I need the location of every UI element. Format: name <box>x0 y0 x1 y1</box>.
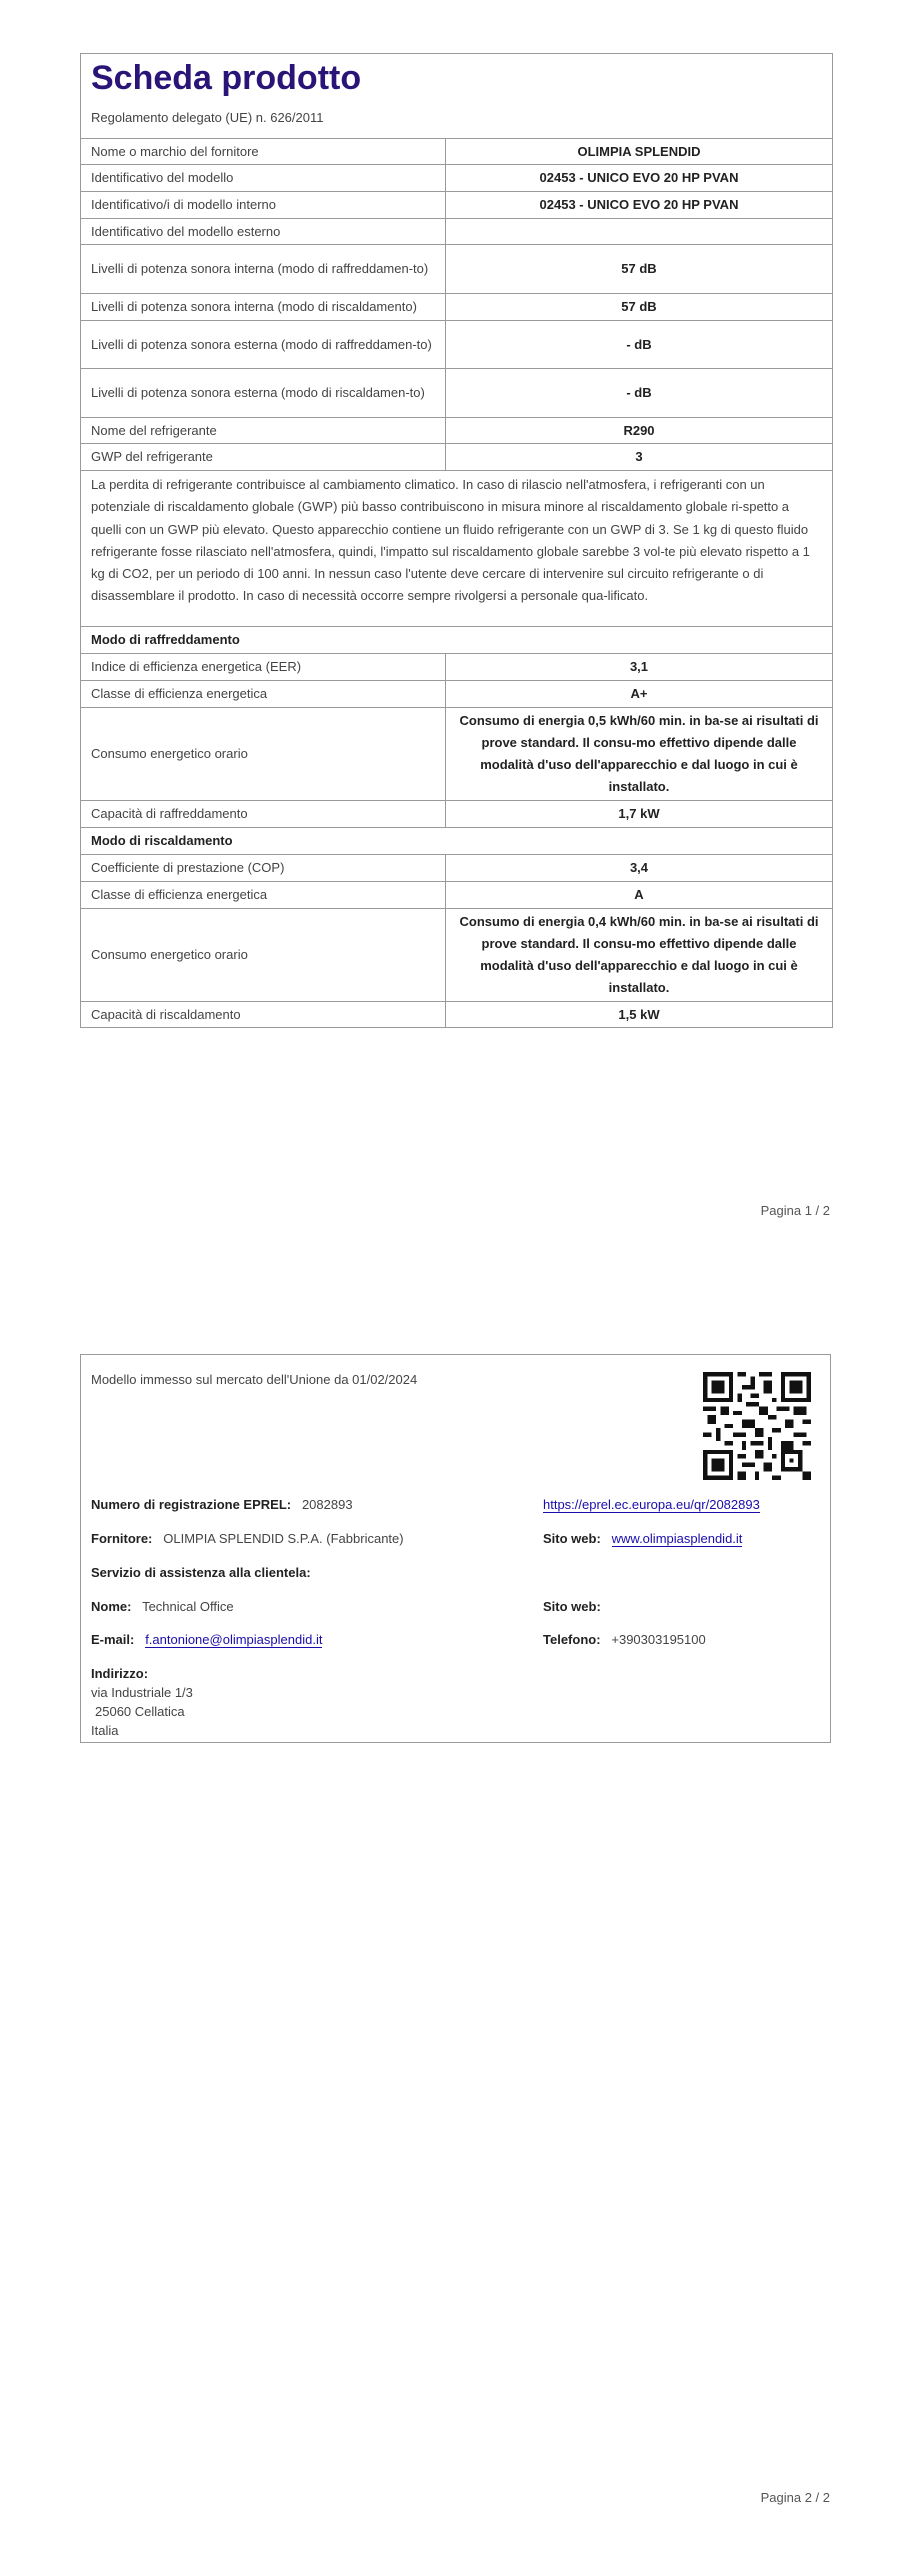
service-website-label: Sito web: <box>543 1599 601 1614</box>
qr-code-icon[interactable] <box>703 1372 811 1480</box>
service-email <box>91 1632 322 1647</box>
supplier-value: OLIMPIA SPLENDID S.P.A. (Fabbricante) <box>163 1531 404 1546</box>
table-row <box>81 192 832 219</box>
row-value: 02453 - UNICO EVO 20 HP PVAN <box>539 170 739 185</box>
table-row <box>81 444 832 471</box>
phone-label: Telefono: <box>543 1632 601 1647</box>
table-row <box>81 801 832 828</box>
row-value: OLIMPIA SPLENDID <box>577 143 701 159</box>
product-sheet-table <box>80 53 833 1028</box>
website-link[interactable]: www.olimpiasplendid.it <box>611 1531 743 1546</box>
row-label: Consumo energetico orario <box>81 909 446 1001</box>
row-label: Capacità di riscaldamento <box>81 1002 446 1027</box>
row-label: Livelli di potenza sonora esterna (modo di raffreddamen-to) <box>81 321 446 368</box>
table-row <box>81 1002 832 1028</box>
address-line: Italia <box>91 1723 119 1738</box>
market-date-text: Modello immesso sul mercato dell'Unione da 01/02/2024 <box>91 1372 418 1387</box>
email-label: E-mail: <box>91 1632 135 1647</box>
row-value: 1,7 kW <box>618 806 660 821</box>
eprel-value: 2082893 <box>301 1497 353 1512</box>
row-label: Coefficiente di prestazione (COP) <box>81 855 446 881</box>
row-value: 3,1 <box>629 659 649 674</box>
address-line: 25060 Cellatica <box>95 1704 185 1719</box>
service-name <box>91 1599 234 1614</box>
refrigerant-note: La perdita di refrigerante contribuisce al cambiamento climatico. In caso di rilascio nell'atmosfera, i refrigeranti con un potenziale di riscaldamento globale (GWP) più basso contribuiscono in misura minore al riscaldamento globale ri-spetto a quelli con un GWP più elevato. Questo apparecchio contiene un fluido refrigerante con un GWP di 3. Se 1 kg di questo fluido refrigerante fosse rilasciato nell'atmosfera, quindi, l'impatto sul riscaldamento globale sarebbe 3 vol-te più elevato rispetto a 1 kg di CO2, per un periodo di 100 anni. In nessun caso l'utente deve cercare di intervenire sul circuito refrigerante o di disassemblare il prodotto. In caso di necessità occorre sempre rivolgersi a personale qua-lificato. <box>81 471 832 627</box>
row-value: - dB <box>626 385 652 400</box>
service-phone <box>543 1632 706 1647</box>
name-value: Technical Office <box>142 1599 234 1614</box>
name-label: Nome: <box>91 1599 132 1614</box>
row-value: 3,4 <box>629 860 649 875</box>
row-label: Livelli di potenza sonora interna (modo di riscaldamento) <box>81 294 446 320</box>
table-row <box>81 294 832 321</box>
supplier-info <box>91 1531 404 1546</box>
row-label: Nome o marchio del fornitore <box>81 139 446 164</box>
page-title: Scheda prodotto <box>91 59 362 97</box>
row-value: Consumo di energia 0,5 kWh/60 min. in ba-se ai risultati di prove standard. Il consu-mo effettivo dipende dalle modalità d'uso dell'apparecchio e dal luogo in cui è installato. <box>459 713 819 794</box>
row-label: Classe di efficienza energetica <box>81 681 446 707</box>
row-label: Capacità di raffreddamento <box>81 801 446 827</box>
row-label: Livelli di potenza sonora esterna (modo di riscaldamen-to) <box>81 369 446 417</box>
row-value: 1,5 kW <box>618 1006 660 1022</box>
row-value: Consumo di energia 0,4 kWh/60 min. in ba-se ai risultati di prove standard. Il consu-mo effettivo dipende dalle modalità d'uso dell'apparecchio e dal luogo in cui è installato. <box>459 914 819 995</box>
row-label: Identificativo/i di modello interno <box>81 192 446 218</box>
row-label: Nome del refrigerante <box>81 418 446 443</box>
table-row <box>81 165 832 192</box>
row-value: 3 <box>635 449 643 464</box>
cooling-section-heading: Modo di raffreddamento <box>81 627 832 654</box>
website-info <box>543 1531 742 1546</box>
table-row <box>81 855 832 882</box>
table-row <box>81 909 832 1002</box>
table-row <box>81 882 832 909</box>
row-value <box>446 219 832 244</box>
eprel-label: Numero di registrazione EPREL: <box>91 1497 292 1512</box>
table-row <box>81 321 832 369</box>
supplier-info-box <box>80 1354 831 1743</box>
table-row <box>81 219 832 245</box>
row-value: 02453 - UNICO EVO 20 HP PVAN <box>539 197 739 212</box>
row-value: 57 dB <box>621 261 657 276</box>
table-row <box>81 139 832 165</box>
row-value: A+ <box>630 686 648 701</box>
row-label: Identificativo del modello esterno <box>81 219 446 244</box>
table-row <box>81 681 832 708</box>
row-label: Livelli di potenza sonora interna (modo di raffreddamen-to) <box>81 245 446 293</box>
row-value: 57 dB <box>621 299 657 314</box>
row-label: Consumo energetico orario <box>81 708 446 800</box>
row-label: Indice di efficienza energetica (EER) <box>81 654 446 680</box>
email-link[interactable]: f.antonione@olimpiasplendid.it <box>145 1632 323 1647</box>
table-row <box>81 369 832 418</box>
eprel-link[interactable]: https://eprel.ec.europa.eu/qr/2082893 <box>543 1497 760 1512</box>
address-label: Indirizzo: <box>91 1666 149 1681</box>
website-label: Sito web: <box>543 1531 601 1546</box>
row-value: A <box>634 887 644 902</box>
page-number: Pagina 1 / 2 <box>760 1203 830 1218</box>
service-heading: Servizio di assistenza alla clientela: <box>91 1565 311 1580</box>
row-label: GWP del refrigerante <box>81 444 446 470</box>
address-line: via Industriale 1/3 <box>91 1685 193 1700</box>
table-row <box>81 708 832 801</box>
row-label: Classe di efficienza energetica <box>81 882 446 908</box>
sheet-header <box>81 54 832 139</box>
eprel-registration <box>91 1497 353 1512</box>
phone-value: +390303195100 <box>611 1632 706 1647</box>
row-value: R290 <box>623 422 655 438</box>
regulation-text: Regolamento delegato (UE) n. 626/2011 <box>91 110 324 125</box>
table-row <box>81 418 832 444</box>
row-value: - dB <box>626 336 652 352</box>
heating-section-heading: Modo di riscaldamento <box>81 828 832 855</box>
table-row <box>81 654 832 681</box>
supplier-label: Fornitore: <box>91 1531 153 1546</box>
table-row <box>81 245 832 294</box>
page-number: Pagina 2 / 2 <box>760 2490 830 2505</box>
row-label: Identificativo del modello <box>81 165 446 191</box>
